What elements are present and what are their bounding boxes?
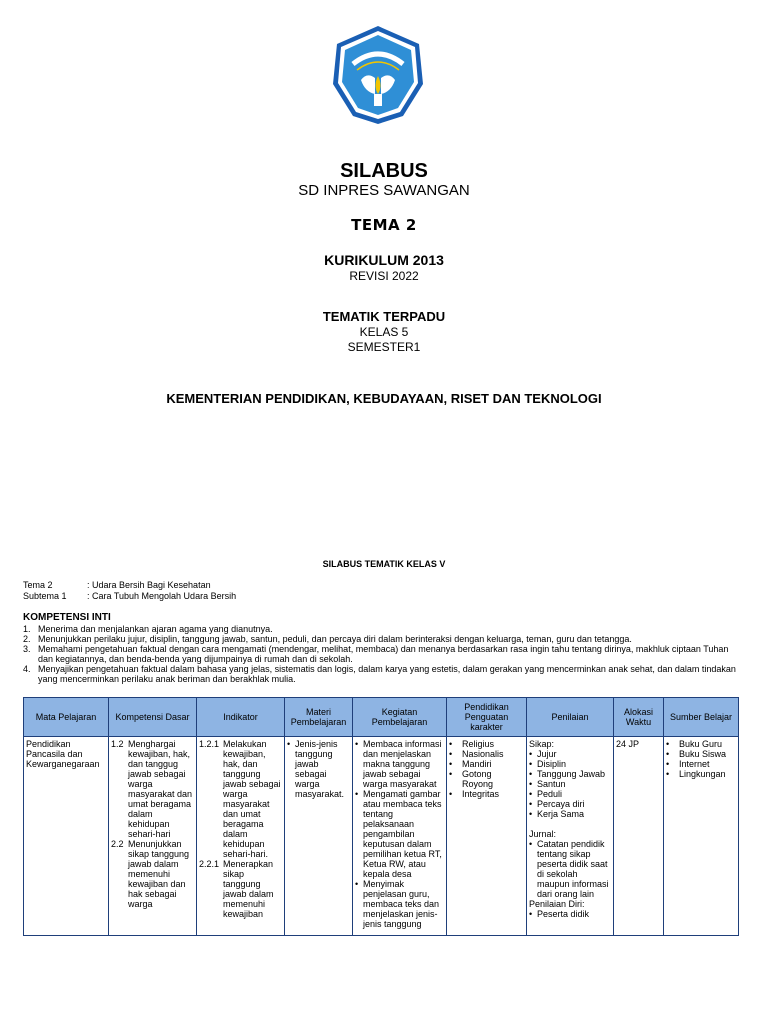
meta-value: : Cara Tubuh Mengolah Udara Bersih	[87, 591, 237, 601]
penilaian-diri-label: Penilaian Diri:	[529, 899, 585, 909]
indikator-number: 1.2.1	[199, 739, 220, 749]
syllabus-subtitle: SILABUS TEMATIK KELAS V	[322, 559, 446, 569]
list-item	[23, 624, 745, 634]
item-text: Memahami pengetahuan faktual dengan cara mengamati (mendengar, melihat, membaca) dan menanya berdasarkan rasa ingin tahu tentang dirinya, makhluk ciptaan Tuhan dan kegiatannya, dan benda-benda yang dijumpainya di rumah dan di sekolah.	[38, 644, 729, 664]
header-alokasi: Alokasi Waktu	[614, 698, 664, 737]
item-number: 3.	[23, 644, 31, 654]
cell-indikator	[197, 737, 285, 936]
cell-kompetensi-dasar	[109, 737, 197, 936]
sumber-item: • Buku Guru	[666, 739, 736, 749]
alokasi-text: 24 JP	[616, 739, 640, 749]
sumber-item: • Internet	[666, 759, 736, 769]
list-item	[23, 634, 745, 644]
indikator-text: Menerapkan sikap tanggung jawab dalam memenuhi kewajiban	[223, 859, 274, 919]
sikap-item: • Tanggung Jawab	[529, 769, 611, 779]
semester-label: SEMESTER1	[347, 340, 421, 354]
kompetensi-inti-title: KOMPETENSI INTI	[23, 612, 111, 623]
header-karakter: Pendidikan Penguatan karakter	[447, 698, 527, 737]
curriculum-label: KURIKULUM 2013	[324, 252, 444, 268]
meta-value: : Udara Bersih Bagi Kesehatan	[87, 580, 211, 590]
kegiatan-item: • Mengamati gambar atau membaca teks tentang pelaksanaan pengambilan keputusan dalam pemilihan ketua RT, Ketua RW, atau kepala desa	[355, 789, 444, 879]
cell-mapel	[24, 737, 109, 936]
kompetensi-inti-list	[23, 624, 745, 684]
meta-row-subtema	[23, 591, 236, 601]
header-mapel: Mata Pelajaran	[24, 698, 109, 737]
list-item	[23, 644, 745, 664]
sikap-item: • Kerja Sama	[529, 809, 611, 819]
item-number: 2.	[23, 634, 31, 644]
kd-number: 2.2	[111, 839, 124, 849]
revision-label: REVISI 2022	[349, 269, 419, 283]
mapel-text: Pendidikan Pancasila dan Kewarganegaraan	[26, 739, 100, 769]
kegiatan-item: • Membaca informasi dan menjelaskan makna tanggung jawab sebagai warga masyarakat	[355, 739, 444, 789]
theme-label: TEMA 2	[351, 216, 417, 234]
sumber-item: • Buku Siswa	[666, 749, 736, 759]
cell-penilaian	[527, 737, 614, 936]
jurnal-label: Jurnal:	[529, 829, 557, 839]
meta-row-tema	[23, 580, 211, 590]
header-penilaian: Penilaian	[527, 698, 614, 737]
penilaian-diri-item: • Peserta didik	[529, 909, 611, 919]
sikap-item: • Peduli	[529, 789, 611, 799]
cell-karakter	[447, 737, 527, 936]
header-materi: Materi Pembelajaran	[285, 698, 353, 737]
kd-text: Menunjukkan sikap tanggung jawab dalam memenuhi kewajiban dan hak sebagai warga	[128, 839, 190, 909]
kd-text: Menghargai kewajiban, hak, dan tanggug jawab sebagai warga masyarakat dan umat beragama dalam kehidupan sehari-hari	[128, 739, 193, 839]
header-kegiatan: Kegiatan Pembelajaran	[353, 698, 447, 737]
kd-number: 1.2	[111, 739, 124, 749]
item-text: Menerima dan menjalankan ajaran agama yang dianutnya.	[38, 624, 273, 634]
cell-kegiatan	[353, 737, 447, 936]
class-label: KELAS 5	[359, 325, 409, 339]
sumber-item: • Lingkungan	[666, 769, 736, 779]
cell-materi	[285, 737, 353, 936]
karakter-item: • Nasionalis	[449, 749, 524, 759]
kd-item	[111, 739, 194, 839]
list-item	[23, 664, 745, 684]
table-header-row	[24, 698, 739, 737]
karakter-item: • Religius	[449, 739, 524, 749]
sikap-item: • Santun	[529, 779, 611, 789]
document-title: SILABUS	[340, 160, 428, 182]
kd-item	[111, 839, 194, 909]
meta-key: Subtema 1	[23, 591, 67, 601]
sikap-item: • Percaya diri	[529, 799, 611, 809]
ministry-label: KEMENTERIAN PENDIDIKAN, KEBUDAYAAN, RISET DAN TEKNOLOGI	[166, 391, 602, 406]
syllabus-table	[23, 697, 739, 936]
sikap-item: • Jujur	[529, 749, 611, 759]
meta-key: Tema 2	[23, 580, 53, 590]
indikator-number: 2.2.1	[199, 859, 220, 869]
thematic-label: TEMATIK TERPADU	[322, 309, 446, 324]
cell-alokasi	[614, 737, 664, 936]
table-row	[24, 737, 739, 936]
kegiatan-item: • Menyimak penjelasan guru, membaca teks dan menjelaskan jenis-jenis tanggung	[355, 879, 444, 929]
karakter-item: • Gotong Royong	[449, 769, 524, 789]
indikator-item	[199, 739, 282, 859]
header-sumber: Sumber Belajar	[664, 698, 739, 737]
indikator-item	[199, 859, 282, 919]
item-number: 4.	[23, 664, 31, 674]
cell-sumber	[664, 737, 739, 936]
materi-item: • Jenis-jenis tanggung jawab sebagai warga masyarakat.	[287, 739, 350, 799]
tut-wuri-handayani-logo	[331, 24, 425, 126]
item-text: Menyajikan pengetahuan faktual dalam bahasa yang jelas, sistematis dan logis, dalam karya yang estetis, dalam gerakan yang mencerminkan anak sehat, dan dalam tindakan yang mencerminkan perilaku anak beriman dan berakhlak mulia.	[38, 664, 736, 684]
header-indikator: Indikator	[197, 698, 285, 737]
sikap-label: Sikap:	[529, 739, 555, 749]
item-number: 1.	[23, 624, 31, 634]
school-name: SD INPRES SAWANGAN	[298, 182, 470, 199]
karakter-item: • Mandiri	[449, 759, 524, 769]
header-kompetensi-dasar: Kompetensi Dasar	[109, 698, 197, 737]
item-text: Menunjukkan perilaku jujur, disiplin, tanggung jawab, santun, peduli, dan percaya diri dalam berinteraksi dengan keluarga, teman, guru dan tetangga.	[38, 634, 632, 644]
karakter-item: • Integritas	[449, 789, 524, 799]
sikap-item: • Disiplin	[529, 759, 611, 769]
indikator-text: Melakukan kewajiban, hak, dan tanggung jawab sebagai warga masyarakat dan umat beragama dalam kehidupan sehari-hari.	[223, 739, 281, 859]
jurnal-item: • Catatan pendidik tentang sikap peserta didik saat di sekolah maupun informasi dari orang lain	[529, 839, 611, 899]
